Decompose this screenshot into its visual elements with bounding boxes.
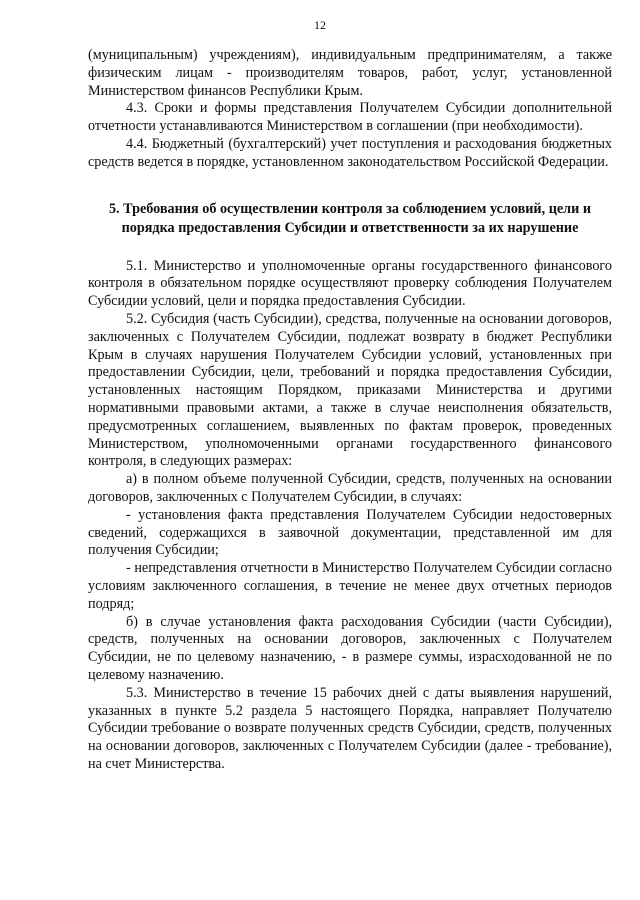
page-number: 12 <box>314 18 326 32</box>
paragraph-5-1: 5.1. Министерство и уполномоченные органы государственного финансового контроля в обязательном порядке осуществляют проверку соблюдения Получателем Субсидии условий, цели и порядка предоставления Субсидии. <box>88 257 612 310</box>
paragraph-5-2-a: а) в полном объеме полученной Субсидии, средств, полученных на основании договоров, заключенных с Получателем Субсидии, в случаях: <box>88 471 612 505</box>
section-5-heading: 5. Требования об осуществлении контроля за соблюдением условий, цели и порядка предоставления Субсидии и ответственности за их нарушение <box>108 200 592 236</box>
paragraph-5-2-a-item-1: - установления факта представления Получателем Субсидии недостоверных сведений, содержащихся в заявочной документации, представленной им для получения Субсидии; <box>88 506 612 559</box>
document-body <box>88 47 612 774</box>
paragraph-continuation: (муниципальным) учреждениям), индивидуальным предпринимателям, а также физическим лицам - производителям товаров, работ, услуг, установленной Министерством финансов Республики Крым. <box>88 47 612 99</box>
paragraph-4-4: 4.4. Бюджетный (бухгалтерский) учет поступления и расходования бюджетных средств ведется в порядке, установленном законодательством Российской Федерации. <box>88 135 612 170</box>
paragraph-4-3: 4.3. Сроки и формы представления Получателем Субсидии дополнительной отчетности устанавливаются Министерством в соглашении (при необходимости). <box>88 100 612 135</box>
paragraph-5-3: 5.3. Министерство в течение 15 рабочих дней с даты выявления нарушений, указанных в пункте 5.2 раздела 5 настоящего Порядка, направляет Получателю Субсидии требование о возврате полученных средств Субсидии, средств, полученных на основании договоров, заключенных с Получателем Субсидии (далее - требование), на счет Министерства. <box>88 684 612 772</box>
paragraph-5-2-b: б) в случае установления факта расходования Субсидии (части Субсидии), средств, полученных на основании договоров, заключенных с Получателем Субсидии, не по целевому назначению, - в размере суммы, израсходованной не по целевому назначению. <box>88 613 612 683</box>
paragraph-5-2: 5.2. Субсидия (часть Субсидии), средства, полученные на основании договоров, заключенных с Получателем Субсидии, подлежат возврату в бюджет Республики Крым в случаях нарушения Получателем Субсидии условий, установленных при предоставлении Субсидии, цели, требований и порядка предоставления Субсидии, установленных настоящим Порядком, приказами Министерства и другими нормативными правовыми актами, а также в случае неисполнения обязательств, предусмотренных соглашением, выявленных по фактам проверок, проведенных Министерством, уполномоченными органами государственного финансового контроля, в следующих размерах: <box>88 310 612 470</box>
paragraph-5-2-a-item-2: - непредставления отчетности в Министерство Получателем Субсидии согласно условиям заключенного соглашения, в течение не менее двух отчетных периодов подряд; <box>88 560 612 612</box>
